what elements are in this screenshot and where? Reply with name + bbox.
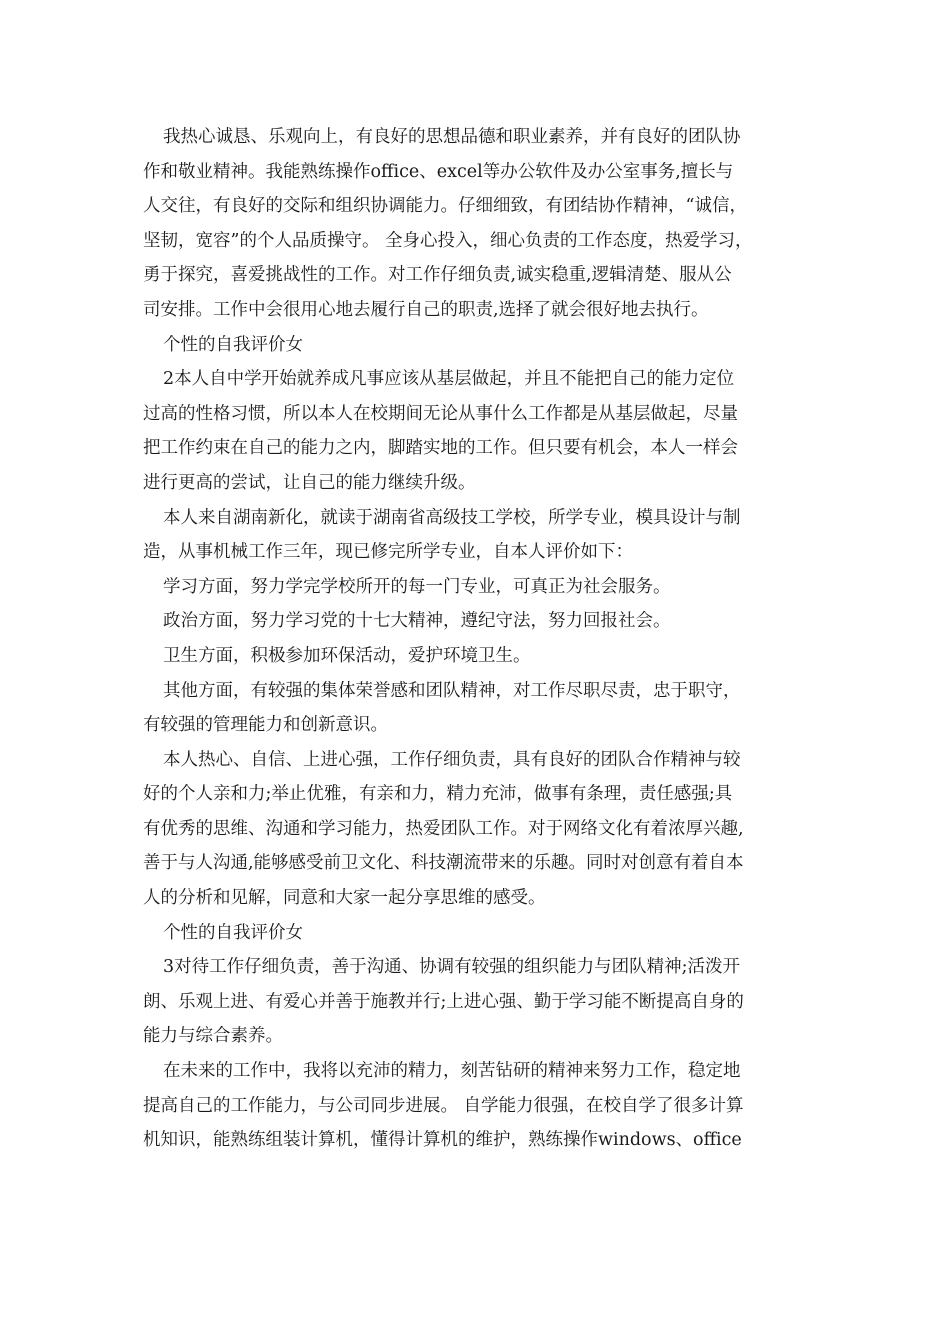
text-line: 有较强的管理能力和创新意识。 (143, 715, 388, 736)
document-body (143, 120, 823, 1158)
text-line: 个性的自我评价女 (163, 922, 303, 943)
text-line: 机知识，能熟练组装计算机，懂得计算机的维护，熟练操作windows、office (143, 1130, 742, 1151)
text-line: 本人热心、自信、上进心强，工作仔细负责，具有良好的团队合作精神与较 (163, 749, 741, 770)
text-line: 司安排。工作中会很用心地去履行自己的职责,选择了就会很好地去执行。 (143, 299, 709, 320)
text-line: 学习方面，努力学完学校所开的每一门专业，可真正为社会服务。 (163, 576, 671, 597)
text-line: 坚韧，宽容”的个人品质操守。 全身心投入，细心负责的工作态度，热爱学习， (143, 230, 753, 251)
text-line: 朗、乐观上进、有爱心并善于施教并行;上进心强、勤于学习能不断提高自身的 (143, 991, 744, 1012)
text-line: 本人来自湖南新化，就读于湖南省高级技工学校，所学专业，模具设计与制 (163, 507, 741, 528)
text-line: 人的分析和见解，同意和大家一起分享思维的感受。 (143, 888, 546, 909)
text-line: 有优秀的思维、沟通和学习能力，热爱团队工作。对于网络文化有着浓厚兴趣, (143, 818, 744, 839)
text-line: 其他方面，有较强的集体荣誉感和团队精神，对工作尽职尽责，忠于职守， (163, 680, 741, 701)
text-line: 善于与人沟通,能够感受前卫文化、科技潮流带来的乐趣。同时对创意有着自本 (143, 853, 744, 874)
text-line: 好的个人亲和力;举止优雅，有亲和力，精力充沛，做事有条理，责任感强;具 (143, 784, 733, 805)
text-line: 造，从事机械工作三年，现已修完所学专业，自本人评价如下： (143, 542, 633, 563)
text-line: 3对待工作仔细负责，善于沟通、协调有较强的组织能力与团队精神;活泼开 (163, 957, 741, 978)
text-line: 勇于探究，喜爱挑战性的工作。对工作仔细负责,诚实稳重,逻辑清楚、服从公 (143, 265, 732, 286)
text-line: 进行更高的尝试，让自己的能力继续升级。 (143, 472, 476, 493)
text-line: 在未来的工作中，我将以充沛的精力，刻苦钻研的精神来努力工作，稳定地 (163, 1061, 741, 1082)
text-line: 提高自己的工作能力，与公司同步进展。 自学能力很强，在校自学了很多计算 (143, 1095, 744, 1116)
text-line: 2本人自中学开始就养成凡事应该从基层做起，并且不能把自己的能力定位 (163, 369, 735, 390)
text-line: 把工作约束在自己的能力之内，脚踏实地的工作。但只要有机会，本人一样会 (143, 438, 738, 459)
text-line: 人交往，有良好的交际和组织协调能力。仔细细致，有团结协作精神，“诚信， (143, 196, 747, 217)
text-line: 过高的性格习惯，所以本人在校期间无论从事什么工作都是从基层做起，尽量 (143, 403, 738, 424)
text-line: 卫生方面，积极参加环保活动，爱护环境卫生。 (163, 645, 531, 666)
text-line: 个性的自我评价女 (163, 334, 303, 355)
text-line: 我热心诚恳、乐观向上，有良好的思想品德和职业素养，并有良好的团队协 (163, 127, 741, 147)
text-line: 政治方面，努力学习党的十七大精神，遵纪守法，努力回报社会。 (163, 611, 671, 632)
text-line: 作和敬业精神。我能熟练操作office、excel等办公软件及办公室事务,擅长与 (143, 161, 734, 182)
text-line: 能力与综合素养。 (143, 1026, 283, 1047)
